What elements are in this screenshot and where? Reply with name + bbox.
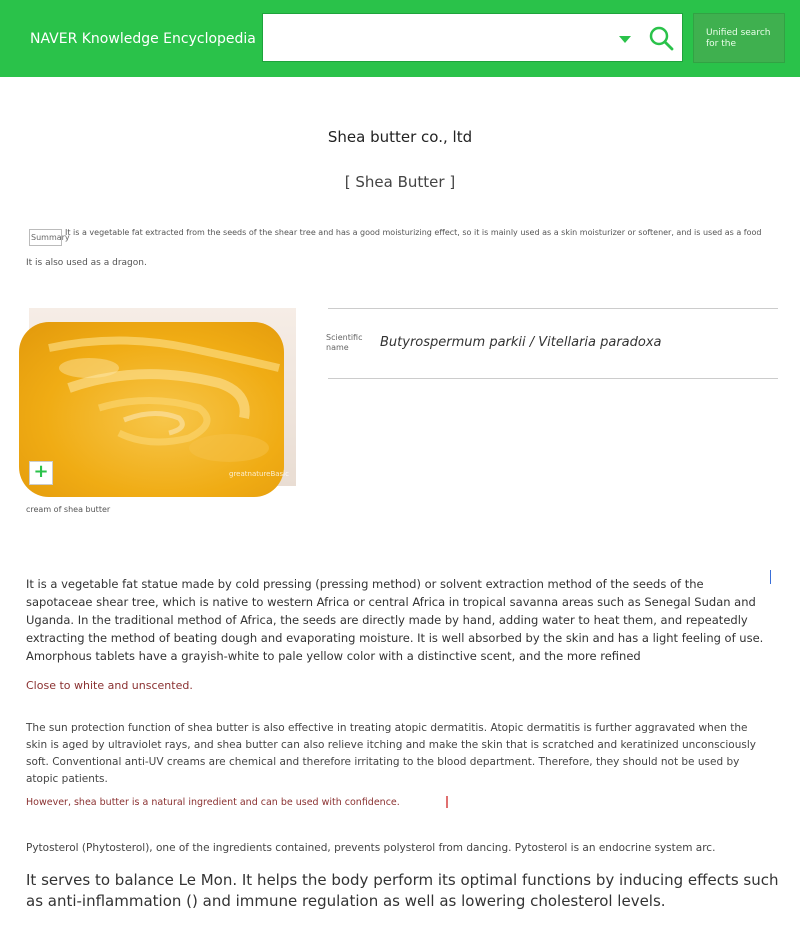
image-credit: greatnatureBasic xyxy=(229,470,289,478)
body-paragraph-1-tail: Close to white and unscented. xyxy=(26,679,193,692)
scientific-name-value: Butyrospermum parkii / Vitellaria paradoxa xyxy=(380,335,662,350)
term-title: [ Shea Butter ] xyxy=(344,173,456,191)
company-name: Shea butter co., ltd xyxy=(327,128,473,146)
body-paragraph-2: The sun protection function of shea butter is also effective in treating atopic dermatitis. Atopic dermatitis is further aggravated when the skin is aged by ultraviolet rays, and shea butter can also relieve itching and make the skin that is scratched and keratinized unconsciously soft. Conventional anti-UV creams are chemical and therefore irritating to the blood department. Therefore, they should not be used by atopic patients. xyxy=(26,722,756,785)
zoom-image-button[interactable]: + xyxy=(29,461,53,485)
image-caption: cream of shea butter xyxy=(26,505,111,514)
scientific-name-label: Scientific name xyxy=(326,333,363,352)
body-paragraph-1: It is a vegetable fat statue made by cold pressing (pressing method) or solvent extraction method of the seeds of the sapotaceae shear tree, which is native to western Africa or central Africa in tropical savanna areas such as Senegal Sudan and Uganda. In the traditional method of Africa, the seeds are directly made by hand, adding water to heat them, and repeatedly extracting the method of beating dough and evaporating moisture. It is well absorbed by the skin and has a light feeling of use. Amorphous tablets have a grayish-white to pale yellow color with a distinctive scent, and the more refined xyxy=(26,577,764,663)
info-divider-top xyxy=(328,308,778,309)
unified-search-button[interactable]: Unified search for the xyxy=(693,13,785,63)
summary-badge: Summary xyxy=(29,229,62,246)
brand-title[interactable]: NAVER Knowledge Encyclopedia xyxy=(30,31,256,47)
shea-butter-photo[interactable] xyxy=(29,308,296,486)
shea-butter-image xyxy=(29,308,296,486)
red-marker xyxy=(446,796,448,808)
body-paragraph-4: It serves to balance Le Mon. It helps the body perform its optimal functions by inducing effects such as anti-inflammation () and immune regulation as well as lowering cholesterol levels. xyxy=(26,871,779,910)
search-box[interactable] xyxy=(262,13,683,62)
search-icon[interactable] xyxy=(647,24,675,52)
body-paragraph-2-tail: However, shea butter is a natural ingredient and can be used with confidence. xyxy=(26,797,400,808)
search-input[interactable] xyxy=(271,22,615,56)
body-paragraph-3: Pytosterol (Phytosterol), one of the ingredients contained, prevents polysterol from dancing. Pytosterol is an endocrine system arc. xyxy=(26,842,716,854)
text-cursor xyxy=(770,570,771,584)
info-divider-bottom xyxy=(328,378,778,379)
summary-continuation: It is also used as a dragon. xyxy=(26,258,147,268)
summary-text: It is a vegetable fat extracted from the seeds of the shear tree and has a good moisturizing effect, so it is mainly used as a skin moisturizer or softener, and is used as a food xyxy=(65,228,762,237)
header-bar xyxy=(0,0,800,77)
dropdown-caret-icon[interactable] xyxy=(619,36,631,43)
